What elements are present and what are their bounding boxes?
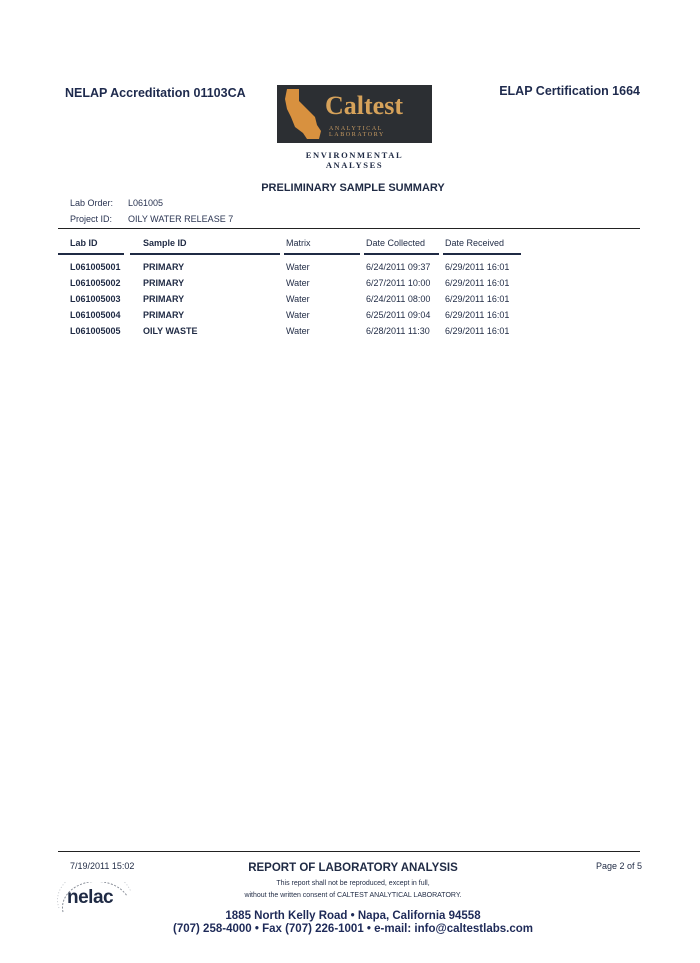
elap-certification: ELAP Certification 1664 — [499, 84, 640, 98]
lab-order-label: Lab Order: — [70, 198, 114, 208]
col-date-received: Date Received — [445, 238, 505, 248]
cell-sample-id: OILY WASTE — [143, 326, 198, 336]
cell-date-collected: 6/24/2011 08:00 — [366, 294, 431, 304]
col-matrix: Matrix — [286, 238, 311, 248]
table-row — [0, 326, 700, 342]
cell-matrix: Water — [286, 310, 310, 320]
nelac-logo — [55, 882, 135, 916]
cell-date-collected: 6/27/2011 10:00 — [366, 278, 431, 288]
cell-lab-id: L061005003 — [70, 294, 121, 304]
footer-divider — [58, 851, 640, 852]
tagline: ENVIRONMENTAL ANALYSES — [305, 150, 404, 170]
cell-date-received: 6/29/2011 16:01 — [445, 326, 510, 336]
project-id-value: OILY WATER RELEASE 7 — [128, 214, 234, 224]
california-map-icon — [281, 87, 329, 141]
col-date-collected: Date Collected — [366, 238, 426, 248]
cell-sample-id: PRIMARY — [143, 262, 185, 272]
cell-sample-id: PRIMARY — [143, 310, 185, 320]
cell-matrix: Water — [286, 294, 310, 304]
cell-date-received: 6/29/2011 16:01 — [445, 278, 510, 288]
header-underline — [58, 253, 124, 255]
table-row — [0, 262, 700, 278]
cell-lab-id: L061005005 — [70, 326, 121, 336]
header-underline — [364, 253, 439, 255]
logo-subtitle: ANALYTICAL LABORATORY — [329, 126, 385, 138]
lab-order-value: L061005 — [128, 198, 164, 208]
lab-contact: (707) 258-4000 • Fax (707) 226-1001 • e-mail: info@caltestlabs.com — [173, 923, 533, 935]
table-row — [0, 278, 700, 294]
cell-matrix: Water — [286, 262, 310, 272]
footer-title: REPORT OF LABORATORY ANALYSIS — [248, 862, 458, 874]
cell-date-received: 6/29/2011 16:01 — [445, 262, 510, 272]
table-row — [0, 310, 700, 326]
cell-sample-id: PRIMARY — [143, 278, 185, 288]
project-id-label: Project ID: — [70, 214, 113, 224]
cell-lab-id: L061005001 — [70, 262, 121, 272]
cell-lab-id: L061005004 — [70, 310, 121, 320]
divider — [58, 228, 640, 229]
lab-address: 1885 North Kelly Road • Napa, California 94558 — [225, 910, 481, 922]
header-underline — [443, 253, 521, 255]
col-lab-id: Lab ID — [70, 238, 98, 248]
print-date: 7/19/2011 15:02 — [70, 861, 135, 871]
cell-date-collected: 6/28/2011 11:30 — [366, 326, 430, 336]
cell-sample-id: PRIMARY — [143, 294, 185, 304]
header-underline — [284, 253, 360, 255]
cell-matrix: Water — [286, 278, 310, 288]
header-underline — [130, 253, 280, 255]
cell-date-received: 6/29/2011 16:01 — [445, 294, 510, 304]
caltest-logo — [277, 85, 432, 143]
report-title: PRELIMINARY SAMPLE SUMMARY — [261, 182, 445, 194]
table-row — [0, 294, 700, 310]
cell-date-collected: 6/24/2011 09:37 — [366, 262, 431, 272]
cell-matrix: Water — [286, 326, 310, 336]
disclaimer-line-1: This report shall not be reproduced, except in full, — [276, 880, 430, 887]
cell-date-collected: 6/25/2011 09:04 — [366, 310, 431, 320]
cell-lab-id: L061005002 — [70, 278, 121, 288]
disclaimer-line-2: without the written consent of CALTEST ANALYTICAL LABORATORY. — [244, 892, 462, 899]
nelap-accreditation: NELAP Accreditation 01103CA — [65, 86, 246, 100]
col-sample-id: Sample ID — [143, 238, 187, 248]
nelac-wordmark: nelac — [67, 887, 114, 908]
cell-date-received: 6/29/2011 16:01 — [445, 310, 510, 320]
page-number: Page 2 of 5 — [595, 861, 642, 871]
logo-name: Caltest — [325, 91, 403, 120]
